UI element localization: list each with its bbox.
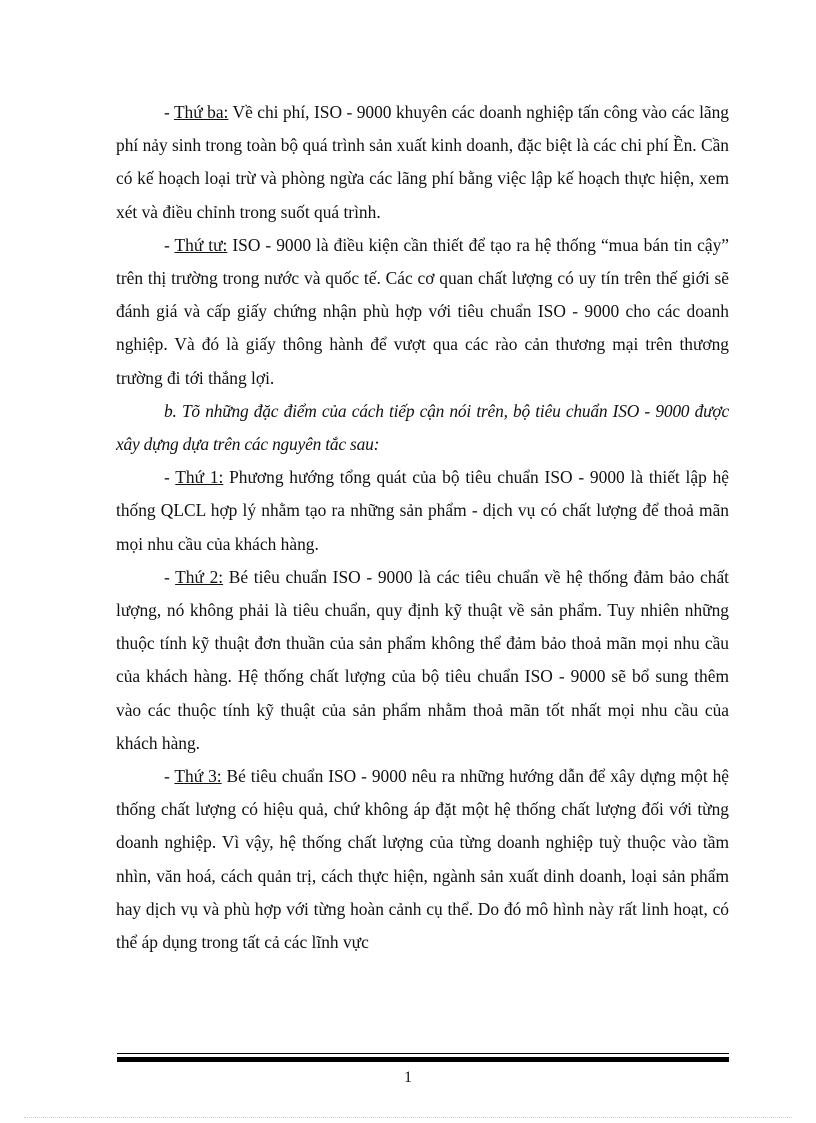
bullet-dash: - xyxy=(164,467,176,488)
paragraph-label: Thứ 1: xyxy=(175,467,224,488)
paragraph-thu-tu xyxy=(116,229,729,395)
paragraph-label: Thứ 2: xyxy=(175,566,224,587)
paragraph-label: Thứ ba: xyxy=(173,102,229,122)
paragraph-text: Bé tiêu chuẩn ISO - 9000 là các tiêu chuẩn về hệ thống đảm bảo chất lượng, nó không phải là tiêu chuẩn, quy định kỹ thuật về sản phẩm. Tuy nhiên những thuộc tính kỹ thuật đơn thuần của sản phẩm không thể đảm bảo thoả mãn mọi nhu cầu của khách hàng. Hệ thống chất lượng của bộ tiêu chuẩn ISO - 9000 sẽ bổ sung thêm vào các thuộc tính kỹ thuật của sản phẩm nhằm thoả mãn tốt nhất mọi nhu cầu của khách hàng. xyxy=(116,566,730,753)
bullet-dash: - xyxy=(164,234,175,255)
page-body xyxy=(116,96,729,959)
paragraph-text: Bé tiêu chuẩn ISO - 9000 nêu ra những hướng dẫn để xây dựng một hệ thống chất lượng có hiệu quả, chứ không áp đặt một hệ thống chất lượng đối với từng doanh nghiệp. Vì vậy, hệ thống chất lượng của từng doanh nghiệp tuỳ thuộc vào tầm nhìn, văn hoá, cách quản trị, cách thực hiện, ngành sản xuất dinh doanh, loại sản phẩm hay dịch vụ và phù hợp với từng hoàn cảnh cụ thể. Do đó mô hình này rất linh hoạt, có thể áp dụng trong tất cả các lĩnh vực xyxy=(116,766,729,953)
paragraph-thu-1 xyxy=(116,461,729,561)
paragraph-text: Phương hướng tổng quát của bộ tiêu chuẩn ISO - 9000 là thiết lập hệ thống QLCL hợp lý nhằm tạo ra những sản phẩm - dịch vụ có chất lượng để thoả mãn mọi nhu cầu của khách hàng. xyxy=(116,467,730,554)
footer-rule-thick xyxy=(117,1057,729,1062)
paragraph-thu-3 xyxy=(116,760,729,959)
footer-rule-thin xyxy=(117,1053,729,1054)
paragraph-section-b: b. Tõ những đặc điểm của cách tiếp cận nói trên, bộ tiêu chuẩn ISO - 9000 được xây dựng dựa trên các nguyên tắc sau: xyxy=(116,400,729,455)
paragraph-text: ISO - 9000 là điều kiện cần thiết để tạo ra hệ thống “mua bán tin cậy” trên thị trường trong nước và quốc tế. Các cơ quan chất lượng có uy tín trên thế giới sẽ đánh giá và cấp giấy chứng nhận phù hợp với tiêu chuẩn ISO - 9000 cho các doanh nghiệp. Và đó là giấy thông hành để vượt qua các rào cản thương mại trên thương trường đi tới thắng lợi. xyxy=(116,234,729,388)
paragraph-label: Thứ 3: xyxy=(174,766,222,787)
paragraph-thu-ba xyxy=(116,96,729,229)
page-edge-divider xyxy=(24,1117,792,1118)
paragraph-label: Thứ tư: xyxy=(174,234,228,255)
paragraph-text: Về chi phí, ISO - 9000 khuyên các doanh nghiệp tấn công vào các lãng phí nảy sinh trong toàn bộ quá trình sản xuất kinh doanh, đặc biệt là các chi phí Ền. Cần có kế hoạch loại trừ và phòng ngừa các lãng phí bằng việc lập kế hoạch thực hiện, xem xét và điều chỉnh trong suốt quá trình. xyxy=(116,102,730,222)
bullet-dash: - xyxy=(164,566,176,587)
bullet-dash: - xyxy=(164,766,175,787)
bullet-dash: - xyxy=(164,102,174,122)
paragraph-thu-2 xyxy=(116,561,729,760)
page-number: 1 xyxy=(404,1069,412,1086)
